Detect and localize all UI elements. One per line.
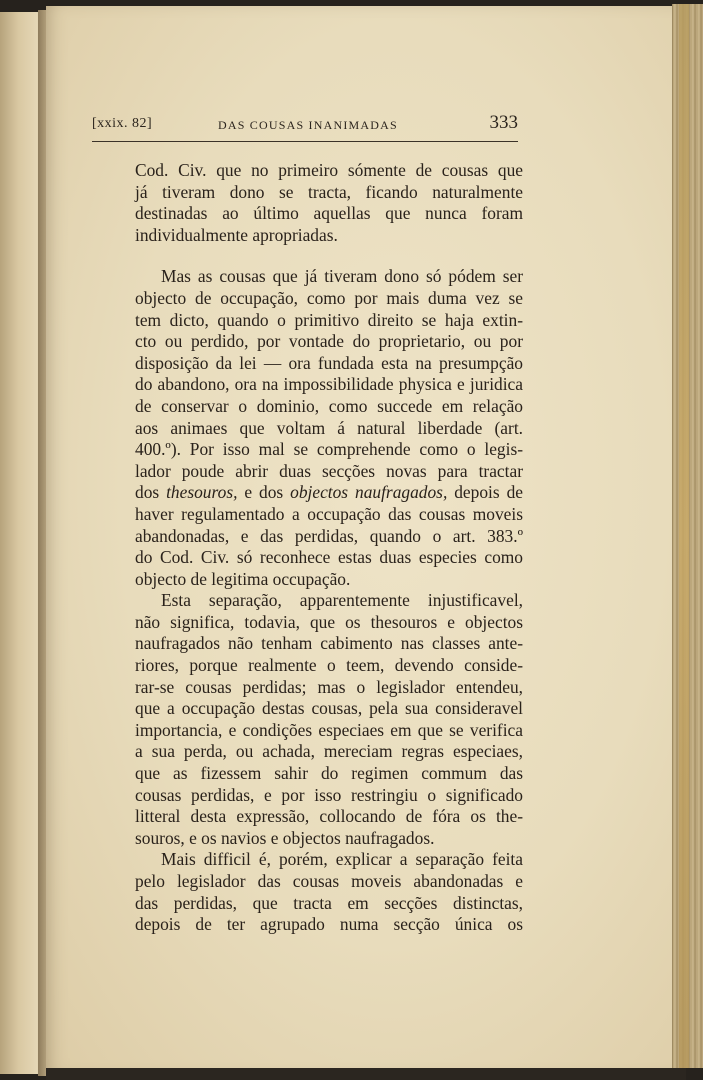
text-line: Esta separação, apparentemente injustificavel, — [161, 590, 523, 611]
text-line: disposição da lei — ora fundada esta na presumpção — [135, 352, 523, 373]
text-line: das perdidas, que tracta em secções distinctas, — [135, 892, 523, 913]
text-line: objecto de occupação, como por mais duma vez se — [135, 287, 523, 308]
text-line: Mas as cousas que já tiveram dono só pódem ser — [161, 266, 523, 287]
text-line: a sua perda, ou achada, mereciam regras especiaes, — [135, 741, 523, 762]
page-number: 333 — [489, 112, 518, 133]
text-line: Mais difficil é, porém, explicar a separação feita — [161, 849, 523, 870]
running-head-title: DAS COUSAS INANIMADAS — [218, 118, 398, 132]
text-line: importancia, e condições especiaes em que se verifica — [135, 719, 523, 740]
text-line: depois de ter agrupado numa secção única os — [135, 914, 523, 935]
text-line: que as fizessem sahir do regimen commum das — [135, 763, 523, 784]
page-bottom-shadow — [46, 1068, 686, 1080]
text-line: individualmente apropriadas. — [135, 224, 338, 245]
text-line: haver regulamentado a occupação das cousas moveis — [135, 503, 523, 524]
text-run: depois de — [447, 482, 523, 503]
text-line: destinadas ao último aquellas que nunca foram — [135, 203, 523, 224]
text-line: aos animaes que voltam á natural liberdade (art. — [135, 417, 523, 438]
page-edge-band — [679, 4, 689, 1068]
text-line: 400.º). Por isso mal se comprehende como o legis- — [135, 439, 523, 460]
text-line: de conservar o dominio, como succede em relação — [135, 395, 523, 416]
running-head-section: [xxix. 82] — [92, 116, 153, 131]
text-line: Cod. Civ. que no primeiro sómente de cousas que — [135, 160, 523, 180]
italic-term-thesouros: thesouros, — [166, 482, 238, 503]
text-line: abandonadas, e das perdidas, quando o art. 383.º — [135, 525, 523, 546]
text-line: já tiveram dono se tracta, ficando naturalmente — [135, 181, 523, 202]
text-line: naufragados não tenham cabimento nas classes ante- — [135, 633, 523, 654]
text-line: lador poude abrir duas secções novas para tractar — [135, 460, 523, 481]
text-line: riores, porque realmente o teem, devendo conside- — [135, 655, 523, 676]
page-block-edge — [672, 4, 703, 1068]
text-line: tem dicto, quando o primitivo direito se haja extin- — [135, 309, 523, 330]
header-rule — [92, 141, 518, 142]
text-line: do abandono, ora na impossibilidade physica e juridica — [135, 374, 523, 395]
text-run: dos — [135, 482, 167, 503]
text-line: cto ou perdido, por vontade do proprietario, ou por — [135, 331, 523, 352]
text-line: litteral desta expressão, collocando de fóra os the- — [135, 806, 523, 827]
body-text — [135, 160, 523, 936]
running-head — [92, 112, 518, 136]
text-line: objecto de legitima occupação. — [135, 568, 351, 589]
italic-term-objectos: objectos naufragados, — [290, 482, 448, 503]
text-line: pelo legislador das cousas moveis abandonadas e — [135, 871, 523, 891]
text-line: rar-se cousas perdidas; mas o legislador entendeu, — [135, 676, 523, 697]
text-line: do Cod. Civ. só reconhece estas duas especies como — [135, 547, 523, 568]
text-line: cousas perdidas, e por isso restringiu o significado — [135, 784, 523, 805]
text-line-italic — [135, 482, 523, 504]
text-line: não significa, todavia, que os thesouros e objectos — [135, 611, 523, 632]
text-run: e dos — [237, 482, 291, 503]
text-line: souros, e os navios e objectos naufragados. — [135, 827, 435, 848]
text-line: que a occupação destas cousas, pela sua consideravel — [135, 698, 523, 719]
